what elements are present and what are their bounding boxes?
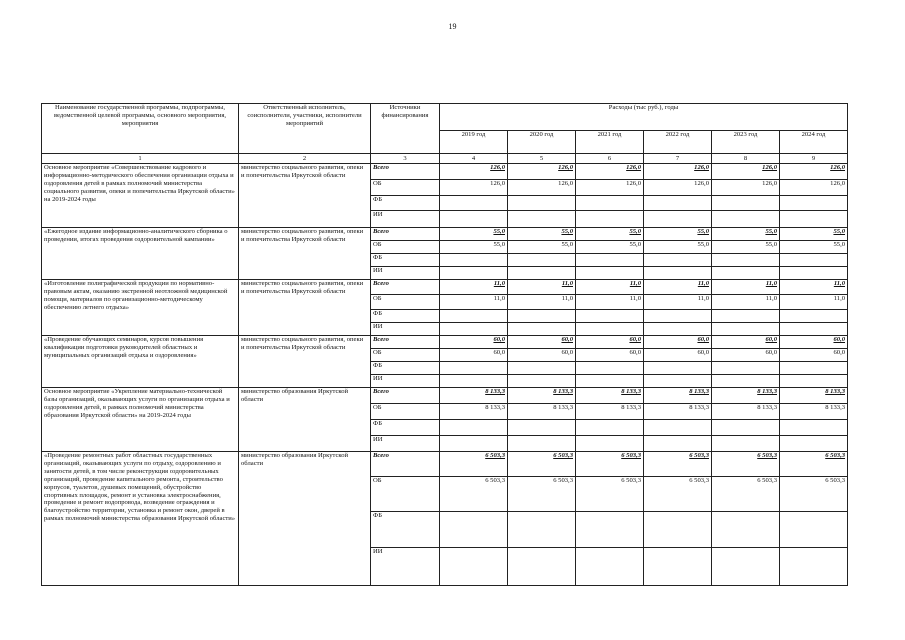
amount-cell: 55,0: [440, 241, 508, 254]
header-expenses: Расходы (тыс руб.), годы: [440, 104, 848, 131]
amount-cell: [780, 323, 848, 336]
amount-cell: [576, 420, 644, 436]
amount-cell: 8 133,3: [508, 388, 576, 404]
amount-cell: 60,0: [508, 336, 576, 349]
budget-table: [41, 103, 848, 586]
column-numbers-row: [42, 154, 848, 164]
amount-cell: [644, 310, 712, 323]
funding-source: ИИ: [371, 323, 440, 336]
amount-cell: [644, 196, 712, 211]
funding-source: ИИ: [371, 436, 440, 452]
amount-cell: [440, 323, 508, 336]
amount-cell: [644, 436, 712, 452]
amount-cell: [712, 323, 780, 336]
column-number: 6: [576, 154, 644, 164]
amount-cell: 8 133,3: [780, 388, 848, 404]
measure-name: «Ежегодное издание информационно-аналитического сборника о проведении, итогах проведения оздоровительной кампании»: [42, 228, 239, 280]
amount-cell: [576, 362, 644, 375]
amount-cell: 11,0: [508, 280, 576, 295]
amount-cell: 126,0: [712, 164, 780, 180]
table-body: [42, 164, 848, 586]
amount-cell: [508, 420, 576, 436]
amount-cell: 11,0: [508, 295, 576, 310]
amount-cell: 8 133,3: [440, 388, 508, 404]
column-number: 3: [371, 154, 440, 164]
amount-cell: [712, 254, 780, 267]
responsible-executor: министерство социального развития, опеки и попечительства Иркутской области: [239, 336, 371, 388]
header-source: Источники финансирования: [371, 104, 440, 154]
responsible-executor: министерство образования Иркутской области: [239, 388, 371, 452]
measure-name: «Проведение ремонтных работ областных государственных организаций, оказывающих услуги по отдыху, оздоровлению и занятости детей, в том числе реконструкция оздоровительных организаций, проведение капитального ремонта, строительство корпусов, туалетов, душевых помещений, обустройство спортивных площадок, ремонт и установка электроснабжения, проведение и ремонт водопровода, возведение ограждения и благоустройство территории, установка и ремонт окон, дверей в рамках полномочий министерства образования Иркутской области»: [42, 452, 239, 586]
column-number: 1: [42, 154, 239, 164]
funding-source: ОБ: [371, 404, 440, 420]
amount-cell: 126,0: [508, 180, 576, 196]
column-number: 8: [712, 154, 780, 164]
amount-cell: 11,0: [712, 280, 780, 295]
amount-cell: 126,0: [780, 180, 848, 196]
amount-cell: [780, 267, 848, 280]
amount-cell: [644, 362, 712, 375]
amount-cell: [508, 512, 576, 548]
amount-cell: [508, 267, 576, 280]
funding-source: Всего: [371, 228, 440, 241]
column-number: 7: [644, 154, 712, 164]
funding-source: ОБ: [371, 477, 440, 512]
amount-cell: [576, 548, 644, 586]
amount-cell: [576, 512, 644, 548]
amount-cell: 60,0: [576, 349, 644, 362]
amount-cell: [644, 375, 712, 388]
amount-cell: [712, 512, 780, 548]
amount-cell: 60,0: [576, 336, 644, 349]
amount-cell: [712, 375, 780, 388]
responsible-executor: министерство образования Иркутской области: [239, 452, 371, 586]
funding-source: ФБ: [371, 254, 440, 267]
amount-cell: 55,0: [440, 228, 508, 241]
amount-cell: 6 503,3: [440, 477, 508, 512]
amount-cell: 126,0: [508, 164, 576, 180]
measure-name: Основное мероприятие «Совершенствование кадрового и информационно-методического обеспечения организации отдыха и оздоровления детей в рамках полномочий министерства социального развития, опеки и попечительства Иркутской области» на 2019-2024 годы: [42, 164, 239, 228]
amount-cell: [576, 323, 644, 336]
amount-cell: 6 503,3: [712, 452, 780, 477]
amount-cell: [780, 254, 848, 267]
amount-cell: 8 133,3: [644, 404, 712, 420]
funding-source: ФБ: [371, 420, 440, 436]
amount-cell: [644, 267, 712, 280]
amount-cell: 60,0: [644, 349, 712, 362]
amount-cell: [508, 375, 576, 388]
amount-cell: [508, 323, 576, 336]
amount-cell: [644, 254, 712, 267]
amount-cell: 55,0: [780, 241, 848, 254]
amount-cell: [576, 196, 644, 211]
amount-cell: 55,0: [576, 241, 644, 254]
measure-name: «Изготовление полиграфической продукции по нормативно-правовым актам, оказанию экстренной неотложной медицинской помощи, материалов по организационно-методическому обеспечению летнего отдыха»: [42, 280, 239, 336]
table-row: [42, 452, 848, 477]
table-row: [42, 164, 848, 180]
amount-cell: 8 133,3: [576, 388, 644, 404]
header-name: Наименование государственной программы, подпрограммы, ведомственной целевой программы, основного мероприятия, мероприятия: [42, 104, 239, 154]
amount-cell: 6 503,3: [712, 477, 780, 512]
funding-source: ИИ: [371, 375, 440, 388]
amount-cell: 126,0: [440, 164, 508, 180]
amount-cell: 11,0: [440, 280, 508, 295]
responsible-executor: министерство социального развития, опеки и попечительства Иркутской области: [239, 228, 371, 280]
amount-cell: [440, 375, 508, 388]
funding-source: ФБ: [371, 512, 440, 548]
amount-cell: 126,0: [712, 180, 780, 196]
amount-cell: [440, 310, 508, 323]
table-row: [42, 228, 848, 241]
funding-source: ИИ: [371, 267, 440, 280]
amount-cell: [576, 436, 644, 452]
amount-cell: [644, 512, 712, 548]
amount-cell: 60,0: [712, 349, 780, 362]
amount-cell: [780, 420, 848, 436]
funding-source: ОБ: [371, 349, 440, 362]
amount-cell: [712, 196, 780, 211]
funding-source: ОБ: [371, 295, 440, 310]
amount-cell: 126,0: [576, 164, 644, 180]
amount-cell: [644, 548, 712, 586]
responsible-executor: министерство социального развития, опеки и попечительства Иркутской области: [239, 280, 371, 336]
amount-cell: [576, 267, 644, 280]
amount-cell: 8 133,3: [712, 388, 780, 404]
amount-cell: [712, 436, 780, 452]
table-row: [42, 336, 848, 349]
measure-name: «Проведение обучающих семинаров, курсов повышения квалификации подготовки руководителей областных и муниципальных организаций отдыха и оздоровления»: [42, 336, 239, 388]
amount-cell: [780, 436, 848, 452]
amount-cell: [440, 436, 508, 452]
amount-cell: 6 503,3: [440, 452, 508, 477]
amount-cell: 11,0: [576, 295, 644, 310]
amount-cell: [508, 310, 576, 323]
amount-cell: 11,0: [644, 280, 712, 295]
amount-cell: [644, 211, 712, 228]
amount-cell: [440, 254, 508, 267]
amount-cell: [508, 548, 576, 586]
funding-source: Всего: [371, 280, 440, 295]
header-responsible: Ответственный исполнитель, соисполнители, участники, исполнители мероприятий: [239, 104, 371, 154]
amount-cell: 11,0: [712, 295, 780, 310]
amount-cell: 8 133,3: [508, 404, 576, 420]
amount-cell: [508, 436, 576, 452]
page-number: 19: [448, 22, 457, 31]
amount-cell: 8 133,3: [644, 388, 712, 404]
amount-cell: [780, 362, 848, 375]
header-year: 2020 год: [508, 131, 576, 154]
amount-cell: 126,0: [780, 164, 848, 180]
amount-cell: 55,0: [712, 228, 780, 241]
amount-cell: 60,0: [440, 349, 508, 362]
amount-cell: [712, 211, 780, 228]
amount-cell: [712, 267, 780, 280]
amount-cell: [440, 362, 508, 375]
amount-cell: [780, 211, 848, 228]
amount-cell: [440, 420, 508, 436]
column-number: 2: [239, 154, 371, 164]
amount-cell: [440, 512, 508, 548]
table-row: [42, 388, 848, 404]
funding-source: ОБ: [371, 241, 440, 254]
amount-cell: 11,0: [576, 280, 644, 295]
header-year: 2022 год: [644, 131, 712, 154]
amount-cell: 126,0: [644, 180, 712, 196]
amount-cell: 11,0: [780, 280, 848, 295]
column-number: 9: [780, 154, 848, 164]
amount-cell: 60,0: [440, 336, 508, 349]
amount-cell: 11,0: [440, 295, 508, 310]
amount-cell: [644, 323, 712, 336]
amount-cell: [440, 211, 508, 228]
amount-cell: 60,0: [644, 336, 712, 349]
amount-cell: 55,0: [576, 228, 644, 241]
funding-source: ИИ: [371, 548, 440, 586]
amount-cell: 6 503,3: [644, 452, 712, 477]
amount-cell: 126,0: [644, 164, 712, 180]
amount-cell: 60,0: [508, 349, 576, 362]
amount-cell: [576, 310, 644, 323]
amount-cell: 6 503,3: [576, 452, 644, 477]
amount-cell: [508, 362, 576, 375]
amount-cell: 6 503,3: [780, 477, 848, 512]
amount-cell: 126,0: [440, 180, 508, 196]
amount-cell: 55,0: [644, 228, 712, 241]
amount-cell: [508, 254, 576, 267]
amount-cell: [576, 254, 644, 267]
funding-source: ФБ: [371, 196, 440, 211]
amount-cell: 6 503,3: [780, 452, 848, 477]
amount-cell: [644, 420, 712, 436]
funding-source: ФБ: [371, 310, 440, 323]
funding-source: Всего: [371, 336, 440, 349]
amount-cell: [508, 211, 576, 228]
funding-source: Всего: [371, 388, 440, 404]
amount-cell: [712, 420, 780, 436]
amount-cell: 60,0: [712, 336, 780, 349]
amount-cell: 60,0: [780, 336, 848, 349]
measure-name: Основное мероприятие «Укрепление материально-технической базы организаций, оказывающих услуги по организации отдыха и оздоровления детей, в рамках полномочий министерства образования Иркутской области» на 2019-2024 годы: [42, 388, 239, 452]
funding-source: ФБ: [371, 362, 440, 375]
header-year: 2024 год: [780, 131, 848, 154]
funding-source: Всего: [371, 452, 440, 477]
amount-cell: 126,0: [576, 180, 644, 196]
amount-cell: 8 133,3: [712, 404, 780, 420]
amount-cell: [780, 310, 848, 323]
amount-cell: 6 503,3: [508, 452, 576, 477]
column-number: 4: [440, 154, 508, 164]
amount-cell: [780, 196, 848, 211]
amount-cell: 55,0: [508, 241, 576, 254]
amount-cell: 55,0: [508, 228, 576, 241]
funding-source: Всего: [371, 164, 440, 180]
amount-cell: [780, 512, 848, 548]
amount-cell: [440, 267, 508, 280]
amount-cell: 6 503,3: [576, 477, 644, 512]
amount-cell: 55,0: [644, 241, 712, 254]
amount-cell: [712, 548, 780, 586]
funding-source: ОБ: [371, 180, 440, 196]
amount-cell: [508, 196, 576, 211]
amount-cell: 8 133,3: [440, 404, 508, 420]
amount-cell: 55,0: [780, 228, 848, 241]
amount-cell: 6 503,3: [644, 477, 712, 512]
amount-cell: [576, 375, 644, 388]
header-year: 2019 год: [440, 131, 508, 154]
amount-cell: [780, 548, 848, 586]
amount-cell: [712, 310, 780, 323]
column-number: 5: [508, 154, 576, 164]
responsible-executor: министерство социального развития, опеки и попечительства Иркутской области: [239, 164, 371, 228]
amount-cell: [440, 548, 508, 586]
amount-cell: 11,0: [644, 295, 712, 310]
amount-cell: 8 133,3: [576, 404, 644, 420]
amount-cell: 8 133,3: [780, 404, 848, 420]
amount-cell: 55,0: [712, 241, 780, 254]
header-year: 2021 год: [576, 131, 644, 154]
amount-cell: [576, 211, 644, 228]
header-year: 2023 год: [712, 131, 780, 154]
amount-cell: [780, 375, 848, 388]
amount-cell: [712, 362, 780, 375]
amount-cell: 11,0: [780, 295, 848, 310]
amount-cell: 60,0: [780, 349, 848, 362]
amount-cell: 6 503,3: [508, 477, 576, 512]
table-row: [42, 280, 848, 295]
amount-cell: [440, 196, 508, 211]
funding-source: ИИ: [371, 211, 440, 228]
